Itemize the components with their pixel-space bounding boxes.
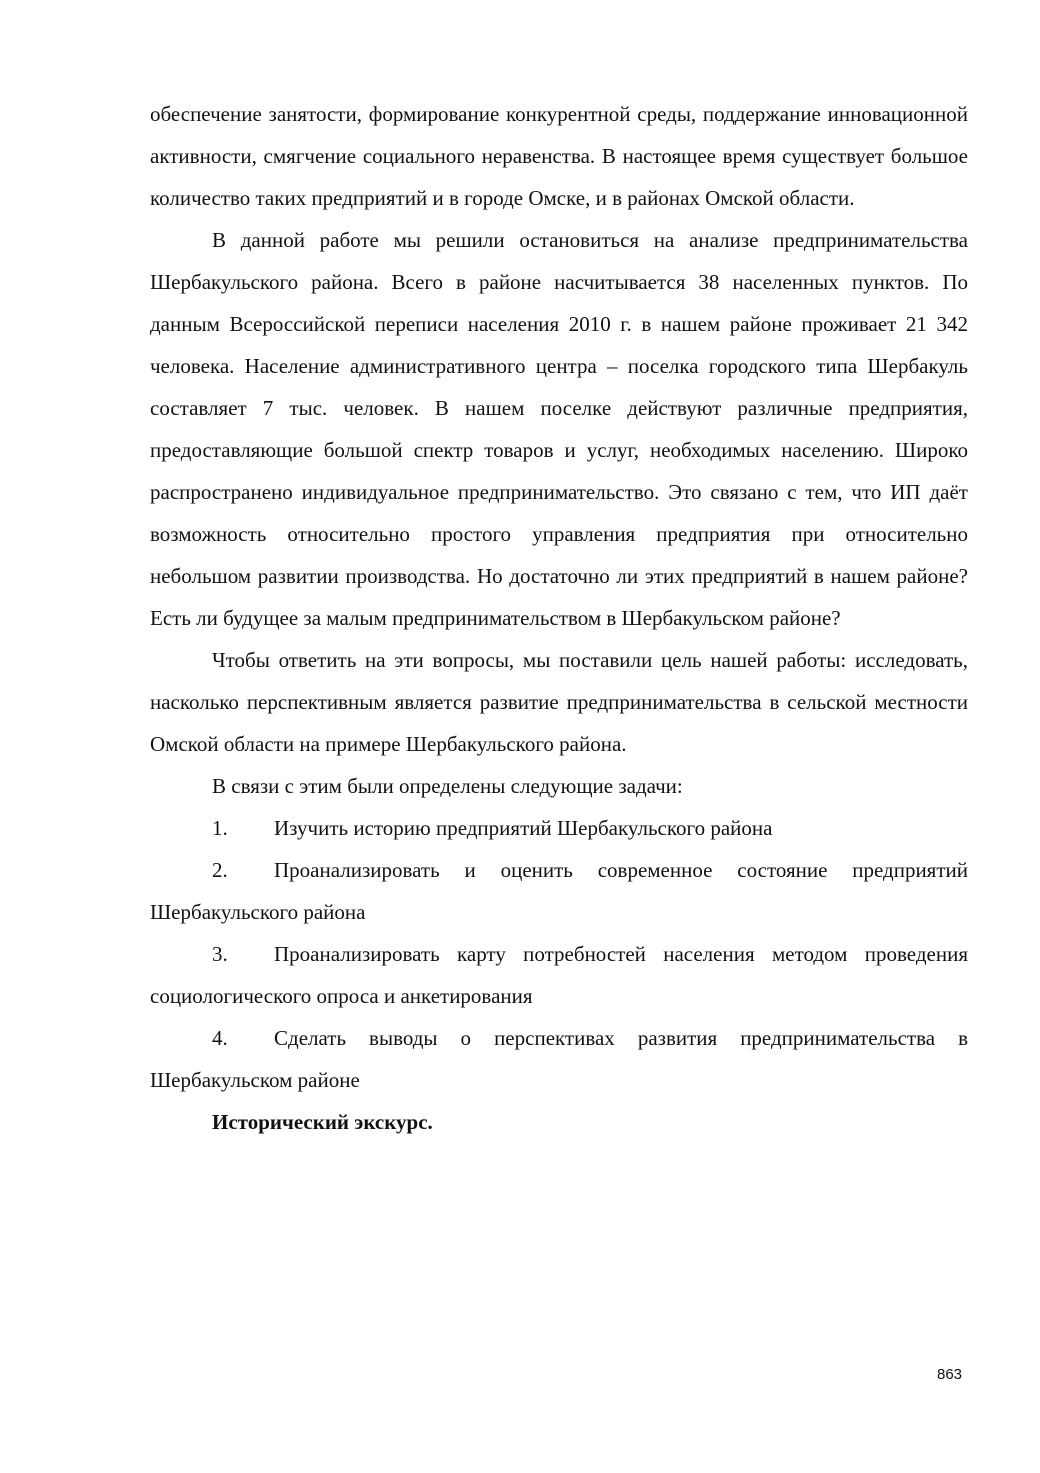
task-text: Проанализировать карту потребностей населения методом проведения социологического опроса и анкетирования [150, 942, 968, 1008]
task-number: 2. [212, 858, 228, 882]
task-number: 1. [212, 816, 228, 840]
task-text: Изучить историю предприятий Шербакульского района [274, 816, 773, 840]
task-item-1 [150, 807, 968, 849]
task-item-2 [150, 849, 968, 933]
paragraph-research-goal: Чтобы ответить на эти вопросы, мы поставили цель нашей работы: исследовать, насколько перспективным является развитие предпринимательства в сельской местности Омской области на примере Шербакульского района. [150, 648, 968, 756]
task-text: Сделать выводы о перспективах развития предпринимательства в Шербакульском районе [150, 1026, 968, 1092]
page-number: 863 [937, 1366, 963, 1383]
document-page [150, 93, 968, 1143]
task-text: Проанализировать и оценить современное состояние предприятий Шербакульского района [150, 858, 968, 924]
paragraph-district-analysis: В данной работе мы решили остановиться на анализе предпринимательства Шербакульского района. Всего в районе насчитывается 38 населенных пунктов. По данным Всероссийской переписи населения 2010 г. в нашем районе проживает 21 342 человека. Население административного центра – поселка городского типа Шербакуль составляет 7 тыс. человек. В нашем поселке действуют различные предприятия, предоставляющие большой спектр товаров и услуг, необходимых населению. Широко распространено индивидуальное предпринимательство. Это связано с тем, что ИП даёт возможность относительно простого управления предприятия при относительно небольшом развитии производства. Но достаточно ли этих предприятий в нашем районе? Есть ли будущее за малым предпринимательством в Шербакульском районе? [150, 228, 968, 630]
paragraph-continuation: обеспечение занятости, формирование конкурентной среды, поддержание инновационной активности, смягчение социального неравенства. В настоящее время существует большое количество таких предприятий и в городе Омске, и в районах Омской области. [150, 102, 968, 210]
paragraph-tasks-intro: В связи с этим были определены следующие задачи: [212, 774, 683, 798]
task-number: 4. [212, 1026, 228, 1050]
section-heading: Исторический экскурс. [212, 1110, 433, 1134]
task-item-4 [150, 1017, 968, 1101]
task-number: 3. [212, 942, 228, 966]
task-item-3 [150, 933, 968, 1017]
